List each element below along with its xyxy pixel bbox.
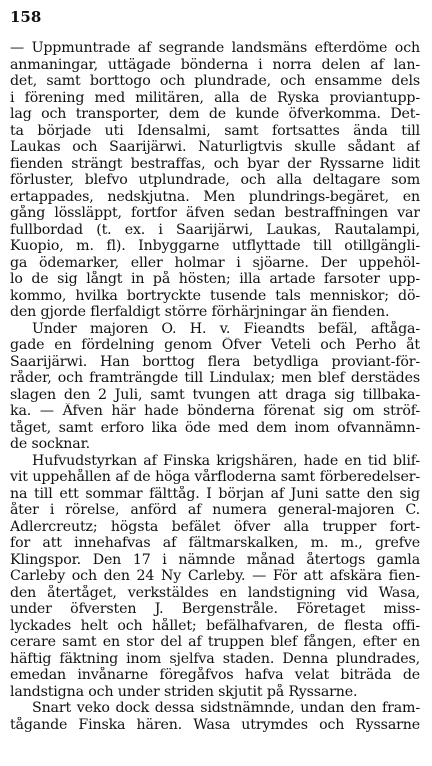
text-line: tågande Finska hären. Wasa utrymdes och Ryssarne: [10, 716, 420, 733]
text-line: det, samt borttogo och plundrade, och ensamme dels: [10, 73, 420, 89]
text-line: åter i rörelse, anförd af numera general-majoren C.: [10, 502, 420, 518]
text-line: Adlercreutz; högsta befälet öfver alla trupper fort-: [10, 518, 420, 535]
text-line: Laukas och Saarijärwi. Naturligtvis skulle sådant af: [10, 139, 420, 155]
text-line: gång lössläppt, fortfor äfven sedan bestraffningen var: [10, 205, 420, 221]
text-line: tåget, samt erforo lika öde med dem inom ofvannämn-: [10, 419, 420, 436]
text-line: na till ett sommar fälttåg. I början af Juni satte den sig: [10, 485, 420, 502]
text-line: Under majoren O. H. v. Fieandts befäl, aftåga-: [32, 320, 420, 337]
text-line: — Uppmuntrade af segrande landsmäns efterdöme och: [10, 40, 420, 56]
text-line: Kuopio, m. fl). Inbyggarne utflyttade till otillgängli-: [10, 238, 420, 254]
page-number: 158: [10, 8, 42, 26]
text-line: lo de sig långt in på hösten; illa artade farsoter upp-: [10, 271, 420, 287]
text-line: de socknar.: [10, 436, 91, 452]
text-line: for att innehafvas af fältmarskalken, m. m., grefve: [10, 535, 420, 551]
text-line: förluster, blefvo utplundrade, och alla deltagare som: [10, 172, 420, 188]
text-line: Carleby och den 24 Ny Carleby. — För att afskära fien-: [10, 568, 420, 584]
text-line: ka. — Äfven här hade bönderna förenat sig om ströf-: [10, 403, 420, 419]
text-line: i förening med militären, alla de Ryska proviantupp-: [10, 89, 420, 106]
text-line: den återtåget, verkstäldes en landstigning vid Wasa,: [10, 584, 420, 601]
text-line: landstigna och under striden skjutit på Ryssarne.: [10, 683, 358, 700]
body-text: [10, 40, 420, 733]
text-line: lag och transporter, dem de kunde öfverkomma. Det-: [10, 106, 420, 122]
text-line: ta började uti Idensalmi, samt fortsattes ända till: [10, 122, 420, 139]
text-line: cerare samt en stor del af truppen blef fången, efter en: [10, 634, 420, 650]
text-line: Saarijärwi. Han borttog flera betydliga proviant-för-: [10, 353, 420, 370]
text-line: under öfversten J. Bergenstråle. Företaget miss-: [10, 601, 420, 617]
text-line: ga ödemarker, eller holmar i sjöarne. Der uppehöl-: [10, 254, 420, 271]
text-line: fienden strängt bestraffas, och byar der Ryssarne lidit: [10, 155, 420, 172]
text-line: kommo, hvilka bortryckte tusende tals menniskor; dö-: [10, 287, 420, 304]
text-line: Hufvudstyrkan af Finska krigshären, hade en tid blif-: [32, 452, 420, 469]
text-line: häftig fäktning inom sjelfva staden. Denna plundrades,: [10, 650, 420, 667]
text-line: slagen den 2 Juli, samt tvungen att draga sig tillbaka-: [10, 386, 420, 403]
text-line: ertappades, nedskjutna. Men plundrings-begäret, en: [10, 188, 420, 205]
text-line: emedan invånarne föregåfvos hafva velat biträda de: [10, 667, 420, 683]
text-line: Snart veko dock dessa sidstnämnde, undan den fram-: [32, 700, 420, 716]
text-line: den gjorde flerfaldigt större förhärjningar än fienden.: [10, 304, 390, 320]
text-line: vit uppehållen af de höga vårfloderna samt förberedelser-: [10, 469, 420, 485]
text-line: anmaningar, uttägade bönderna i norra delen af lan-: [10, 56, 420, 73]
text-line: Klingspor. Den 17 i nämnde månad återtogs gamla: [10, 551, 420, 568]
text-line: lyckades helt och hållet; befälhafvaren, de flesta offi-: [10, 617, 420, 634]
text-line: råder, och framträngde till Lindulax; men blef derstädes: [10, 370, 420, 386]
text-line: fullbordad (t. ex. i Saarijärwi, Laukas, Rautalampi,: [10, 221, 420, 238]
text-line: gade en fördelning genom Öfver Veteli och Perho åt: [10, 337, 420, 353]
